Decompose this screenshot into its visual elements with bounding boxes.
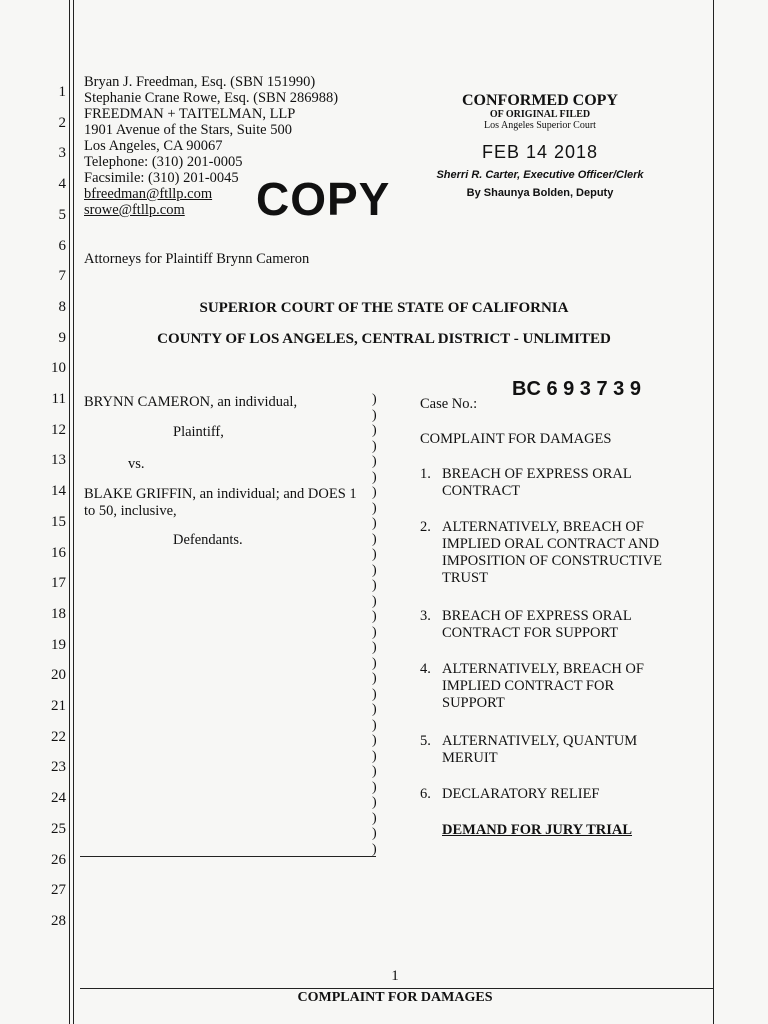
line-number: 28 <box>51 912 66 929</box>
clerk-line: Sherri R. Carter, Executive Officer/Clerk <box>436 169 644 181</box>
line-number: 10 <box>51 360 66 377</box>
line-number: 21 <box>51 698 66 714</box>
paren-glyph: ) <box>372 779 377 795</box>
paren-glyph: ) <box>372 624 377 640</box>
line-number: 5 <box>58 206 66 223</box>
line-number: 16 <box>51 544 66 561</box>
paren-glyph: ) <box>372 500 377 516</box>
cause-text: SUPPORT <box>442 695 505 711</box>
cause-number: 5. <box>420 733 431 749</box>
defendant-line: to 50, inclusive, <box>84 503 177 519</box>
line-number: 20 <box>51 667 66 684</box>
line-number: 8 <box>58 298 66 315</box>
line-number: 1 <box>58 84 66 100</box>
paren-glyph: ) <box>372 609 377 624</box>
email-link[interactable]: bfreedman@ftllp.com <box>84 186 213 202</box>
paren-glyph: ) <box>372 717 377 733</box>
court-district: COUNTY OF LOS ANGELES, CENTRAL DISTRICT - UNLIMITED <box>157 331 611 347</box>
conformed-line3: Los Angeles Superior Court <box>484 120 596 131</box>
paren-glyph: ) <box>372 748 377 764</box>
cause-of-action <box>420 608 632 642</box>
copy-stamp: COPY <box>256 173 391 225</box>
paren-glyph: ) <box>372 438 377 454</box>
line-number: 3 <box>58 145 66 162</box>
paren-glyph: ) <box>372 485 377 500</box>
conformed-line2: OF ORIGINAL FILED <box>489 109 591 120</box>
cause-text: ALTERNATIVELY, BREACH OF <box>442 661 644 677</box>
line-number: 9 <box>58 329 66 346</box>
line-number: 15 <box>51 513 66 530</box>
line-number: 25 <box>51 820 66 837</box>
paren-glyph: ) <box>372 702 377 717</box>
cause-number: 6. <box>420 786 431 802</box>
footer-rule <box>80 988 714 989</box>
cause-of-action <box>420 661 644 712</box>
paren-glyph: ) <box>372 469 377 485</box>
defendant-role: Defendants. <box>173 532 243 548</box>
cause-text: IMPOSITION OF CONSTRUCTIVE <box>442 553 662 569</box>
line-number: 23 <box>51 759 66 776</box>
cause-number: 3. <box>420 608 431 624</box>
cause-number: 2. <box>420 519 431 535</box>
paren-glyph: ) <box>372 423 377 438</box>
cause-text: ALTERNATIVELY, BREACH OF <box>442 519 644 535</box>
cause-number: 4. <box>420 661 431 677</box>
cause-text: MERUIT <box>442 750 498 766</box>
caption-rule <box>80 856 376 857</box>
attorney-line: Bryan J. Freedman, Esq. (SBN 151990) <box>84 74 316 90</box>
cause-text: IMPLIED ORAL CONTRACT AND <box>442 536 660 552</box>
attorney-line: Stephanie Crane Rowe, Esq. (SBN 286988) <box>84 90 339 106</box>
line-number: 7 <box>58 268 66 285</box>
cause-of-action <box>420 786 600 803</box>
cause-text: CONTRACT FOR SUPPORT <box>442 625 619 641</box>
left-margin-rule-1 <box>69 0 70 1024</box>
paren-glyph: ) <box>372 655 377 671</box>
line-number: 22 <box>51 728 66 745</box>
line-number: 19 <box>51 636 66 653</box>
address-line: 1901 Avenue of the Stars, Suite 500 <box>84 122 292 138</box>
facsimile: Facsimile: (310) 201-0045 <box>84 170 239 186</box>
cause-of-action <box>420 519 662 587</box>
cause-text: BREACH OF EXPRESS ORAL <box>442 466 632 482</box>
paren-glyph: ) <box>372 516 377 531</box>
cause-text: BREACH OF EXPRESS ORAL <box>442 608 632 624</box>
left-margin-rule-2 <box>73 0 74 1024</box>
firm-name: FREEDMAN + TAITELMAN, LLP <box>84 106 296 122</box>
paren-glyph: ) <box>372 562 377 578</box>
telephone: Telephone: (310) 201-0005 <box>84 154 243 170</box>
paren-glyph: ) <box>372 578 377 593</box>
paren-glyph: ) <box>372 826 377 841</box>
line-number: 14 <box>51 483 66 500</box>
right-margin-rule <box>713 0 714 1024</box>
paren-glyph: ) <box>372 547 377 562</box>
footer-title: COMPLAINT FOR DAMAGES <box>297 990 493 1005</box>
address-line: Los Angeles, CA 90067 <box>84 138 223 154</box>
page-number: 1 <box>391 968 399 984</box>
paren-glyph: ) <box>372 795 377 810</box>
line-number: 11 <box>51 391 66 407</box>
filed-date: FEB 14 2018 <box>481 142 599 162</box>
cause-of-action <box>420 733 637 767</box>
paren-glyph: ) <box>372 531 377 547</box>
case-number: BC 6 9 3 7 3 9 <box>512 378 641 400</box>
email-link[interactable]: srowe@ftllp.com <box>84 202 185 218</box>
paren-glyph: ) <box>372 392 377 407</box>
line-number: 6 <box>58 237 66 254</box>
line-number: 13 <box>51 452 66 469</box>
document-title: COMPLAINT FOR DAMAGES <box>420 431 612 447</box>
line-number: 17 <box>51 575 66 592</box>
jury-demand: DEMAND FOR JURY TRIAL <box>442 822 633 838</box>
cause-text: DECLARATORY RELIEF <box>442 786 600 802</box>
case-number-label: Case No.: <box>420 396 478 412</box>
line-number: 26 <box>51 851 66 868</box>
paren-glyph: ) <box>372 841 377 857</box>
line-number: 18 <box>51 605 66 622</box>
attorneys-for: Attorneys for Plaintiff Brynn Cameron <box>84 251 310 267</box>
paren-glyph: ) <box>372 454 377 469</box>
paren-glyph: ) <box>372 810 377 826</box>
paren-glyph: ) <box>372 671 377 686</box>
cause-text: CONTRACT <box>442 483 521 499</box>
cause-number: 1. <box>420 466 431 482</box>
cause-text: IMPLIED CONTRACT FOR <box>442 678 615 694</box>
paren-glyph: ) <box>372 733 377 748</box>
cause-text: TRUST <box>442 570 488 586</box>
defendant-name <box>84 486 357 520</box>
paren-glyph: ) <box>372 640 377 655</box>
defendant-line: BLAKE GRIFFIN, an individual; and DOES 1 <box>84 486 357 502</box>
conformed-title: CONFORMED COPY <box>462 92 618 109</box>
court-title: SUPERIOR COURT OF THE STATE OF CALIFORNIA <box>199 300 569 316</box>
deputy-line: By Shaunya Bolden, Deputy <box>466 187 614 199</box>
conformed-copy-stamp <box>430 92 650 199</box>
paren-glyph: ) <box>372 593 377 609</box>
paren-glyph: ) <box>372 407 377 423</box>
plaintiff-role: Plaintiff, <box>173 424 224 440</box>
line-number: 4 <box>58 176 66 193</box>
paren-glyph: ) <box>372 764 377 779</box>
plaintiff-name: BRYNN CAMERON, an individual, <box>84 394 298 410</box>
paren-glyph: ) <box>372 686 377 702</box>
line-number: 2 <box>58 114 66 131</box>
cause-text: ALTERNATIVELY, QUANTUM <box>442 733 638 749</box>
cause-of-action <box>420 466 632 500</box>
caption-parentheses <box>372 392 377 857</box>
line-number: 27 <box>51 882 66 899</box>
versus: vs. <box>128 456 145 472</box>
line-number: 12 <box>51 421 66 438</box>
line-number: 24 <box>51 790 66 807</box>
